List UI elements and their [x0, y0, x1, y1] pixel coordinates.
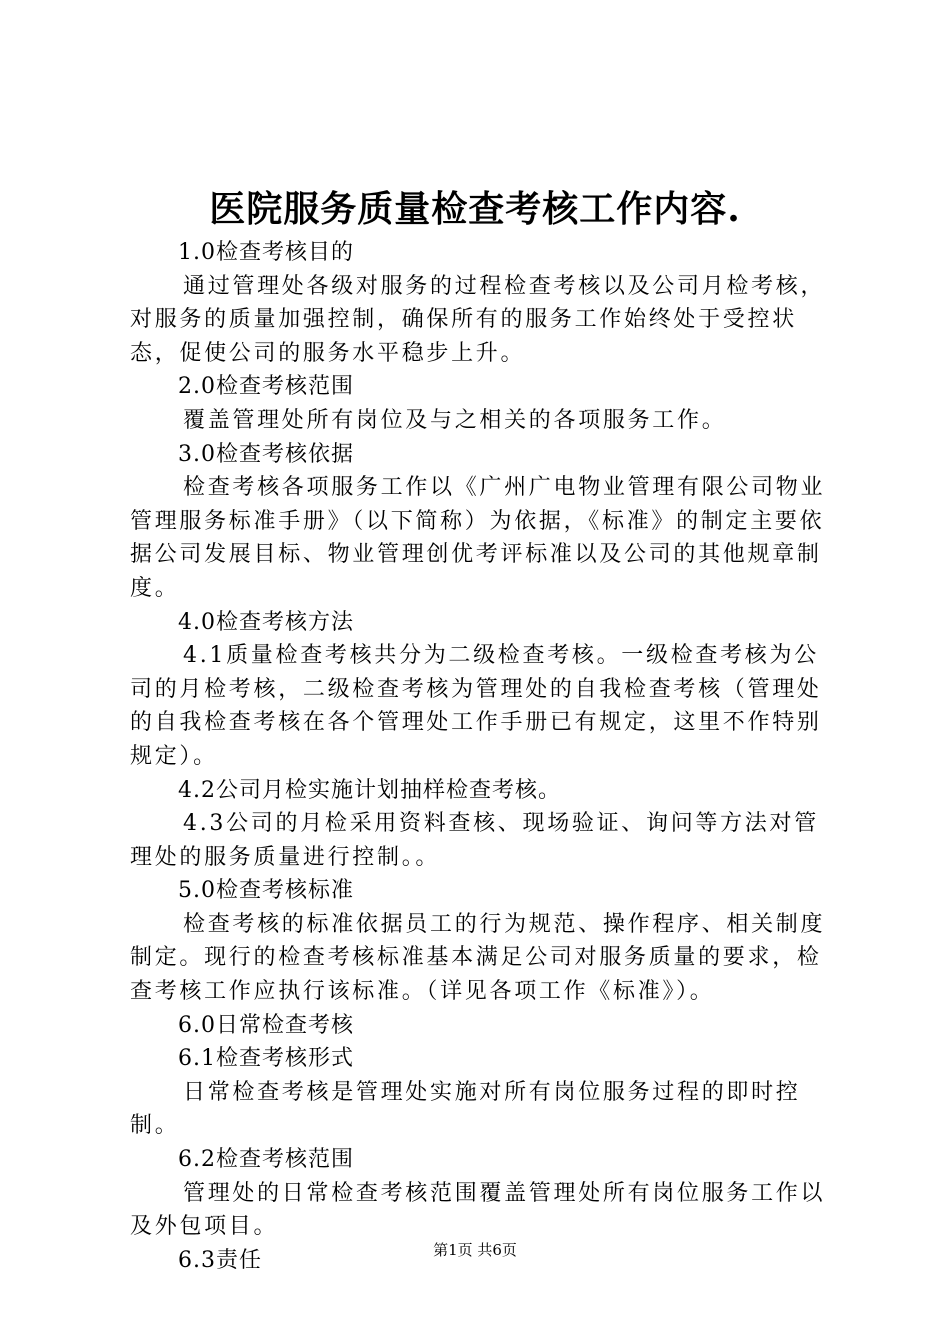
section-heading: 4.0检查考核方法 — [178, 609, 354, 635]
paragraph: 4.3公司的月检采用资料查核、现场验证、询问等方法对管理处的服务质量进行控制。。 — [130, 811, 819, 870]
document-body — [130, 236, 830, 1277]
section-heading: 5.0检查考核标准 — [178, 878, 354, 904]
section-heading: 6.3责任 — [178, 1247, 262, 1273]
section-heading: 2.0检查考核范围 — [178, 374, 354, 400]
paragraph: 4.1质量检查考核共分为二级检查考核。一级检查考核为公司的月检考核，二级检查考核为管理处的自我检查考核（管理处的自我检查考核在各个管理处工作手册已有规定，这里不作特别规定）。 — [130, 643, 822, 769]
section-heading: 1.0检查考核目的 — [178, 240, 354, 265]
paragraph: 管理处的日常检查考核范围覆盖管理处所有岗位服务工作以及外包项目。 — [130, 1180, 826, 1240]
section-heading: 4.2公司月检实施计划抽样检查考核。 — [178, 777, 561, 803]
paragraph: 通过管理处各级对服务的过程检查考核以及公司月检考核，对服务的质量加强控制，确保所有的服务工作始终处于受控状态，促使公司的服务水平稳步上升。 — [130, 273, 826, 366]
section-heading: 6.1检查考核形式 — [178, 1046, 354, 1072]
paragraph: 检查考核的标准依据员工的行为规范、操作程序、相关制度制定。现行的检查考核标准基本满足公司对服务质量的要求，检查考核工作应执行该标准。（详见各项工作《标准》）。 — [130, 911, 826, 1005]
page-footer: 第1页 共6页 — [433, 1241, 517, 1259]
paragraph: 日常检查考核是管理处实施对所有岗位服务过程的即时控制。 — [130, 1079, 801, 1139]
paragraph: 检查考核各项服务工作以《广州广电物业管理有限公司物业管理服务标准手册》（以下简称）为依据，《标准》的制定主要依据公司发展目标、物业管理创优考评标准以及公司的其他规章制度。 — [130, 475, 826, 601]
paragraph: 覆盖管理处所有岗位及与之相关的各项服务工作。 — [183, 407, 727, 433]
section-heading: 6.0日常检查考核 — [178, 1012, 354, 1038]
section-heading: 3.0检查考核依据 — [178, 441, 354, 467]
section-heading: 6.2检查考核范围 — [178, 1147, 354, 1173]
document-title: 医院服务质量检查考核工作内容. — [209, 188, 741, 230]
